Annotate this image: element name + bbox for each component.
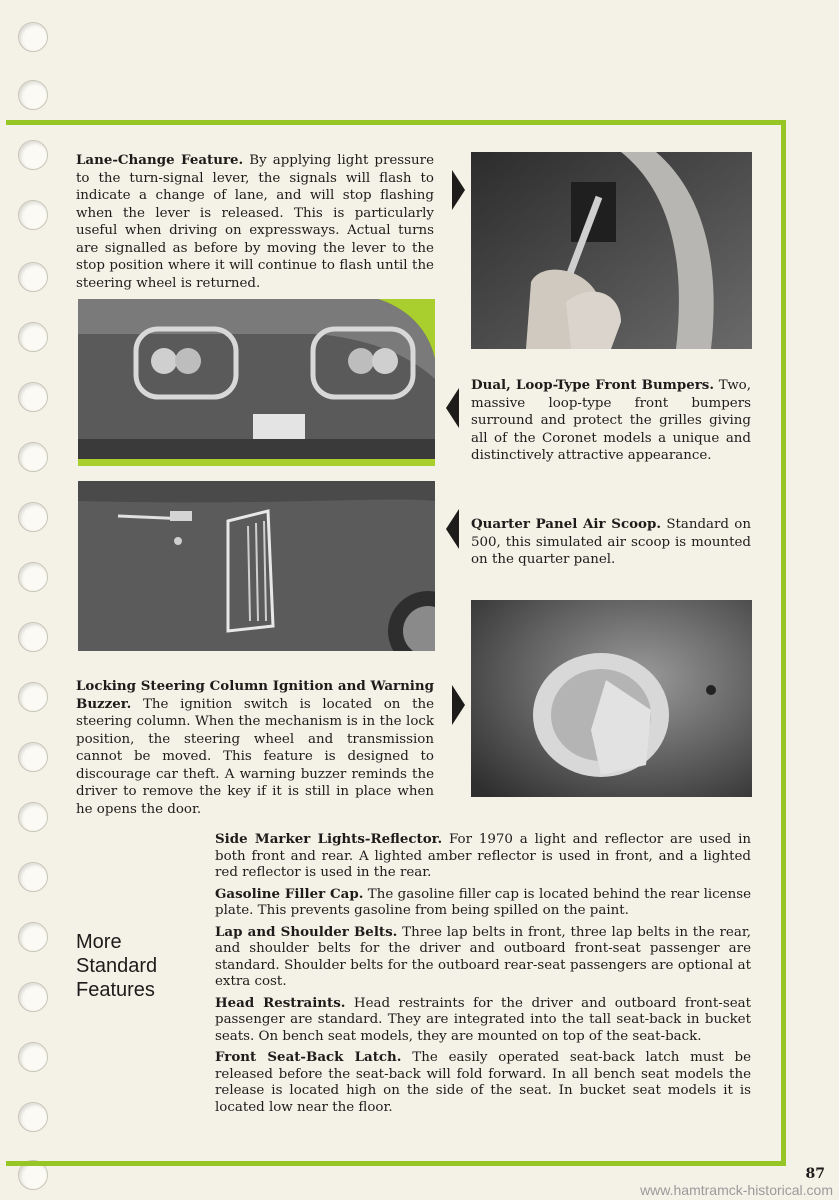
feature-item [215, 924, 751, 991]
ignition-illustration [471, 600, 752, 797]
page-number: 87 [805, 1166, 825, 1182]
pointer-arrow [446, 388, 459, 428]
watermark: www.hamtramck-historical.com [640, 1182, 833, 1198]
feature-title: Lap and Shoulder Belts. [215, 923, 398, 940]
feature-title: Head Restraints. [215, 994, 346, 1011]
feature-body: Three lap belts in front, three lap belts in the rear, and shoulder belts for the driver and outboard front-seat passenger are standard. Shoulder belts for the outboard rear-seat passengers are optional at extra cost. [215, 924, 752, 989]
lane-change-title: Lane-Change Feature. [76, 152, 244, 168]
feature-body: The gasoline filler cap is located behind the rear license plate. This prevents gasoline from being spilled on the paint. [215, 886, 751, 918]
feature-item [215, 886, 751, 920]
pointer-arrow [452, 685, 465, 725]
steering-lock-title: Locking Steering Column Ignition and Warning Buzzer. [76, 678, 434, 712]
feature-title: Side Marker Lights-Reflector. [215, 831, 443, 847]
heading-line: Features [76, 979, 155, 1001]
more-standard-features-heading [76, 930, 157, 1002]
binder-hole [18, 80, 48, 110]
front-bumpers-title: Dual, Loop-Type Front Bumpers. [471, 377, 714, 393]
pointer-arrow [452, 170, 465, 210]
lane-change-body: By applying light pressure to the turn-signal lever, the signals will flash to indicate a change of lane, and will stop flashing when the lever is released. This is particularly useful when driving on expressways. Actual turns are signalled as before by moving the lever to the stop position where it will continue to flash until the steering wheel is returned. [76, 153, 434, 291]
heading-line: Standard [76, 955, 158, 977]
turn-signal-lever-photo [471, 152, 752, 349]
feature-item [215, 831, 751, 882]
feature-title: Gasoline Filler Cap. [215, 885, 364, 902]
air-scoop-paragraph [471, 516, 751, 569]
front-bumpers-body: Two, massive loop-type front bumpers surround and protect the grilles giving all of the Coronet models a unique and distinctively attractive appearance. [471, 378, 751, 463]
feature-body: For 1970 a light and reflector are used in both front and rear. A lighted amber reflector is used in front, and a lighted red reflector is used in the rear. [215, 832, 751, 880]
front-bumper-illustration [78, 299, 435, 459]
steering-lock-body: The ignition switch is located on the steering column. When the mechanism is in the lock position, the steering wheel and transmission cannot be moved. This feature is designed to discourage car theft. A warning buzzer reminds the driver to remove the key if it is still in place when he opens the door. [76, 696, 434, 817]
feature-item [215, 1049, 751, 1116]
turn-signal-illustration [471, 152, 752, 349]
feature-item [215, 995, 751, 1046]
air-scoop-illustration [78, 481, 435, 651]
lane-change-paragraph [76, 152, 434, 292]
feature-body: Head restraints for the driver and outboard front-seat passenger are standard. They are integrated into the tall seat-back in bucket seats. On bench seat models, they are mounted on top of the seat-back. [215, 995, 751, 1044]
ignition-switch-photo [471, 600, 752, 797]
steering-lock-paragraph [76, 678, 434, 818]
quarter-panel-photo [78, 481, 435, 651]
feature-title: Front Seat-Back Latch. [215, 1049, 402, 1065]
heading-line: More [76, 931, 122, 953]
front-bumper-photo [78, 299, 435, 459]
standard-features-list [215, 831, 751, 1120]
pointer-arrow [446, 509, 459, 549]
feature-body: The easily operated seat-back latch must be released before the seat-back will fold forward. In all bench seat models the release is located high on the side of the seat. In bucket seat models it is located low near the floor. [215, 1050, 751, 1115]
air-scoop-body: Standard on 500, this simulated air scoop is mounted on the quarter panel. [471, 517, 751, 567]
air-scoop-title: Quarter Panel Air Scoop. [471, 516, 661, 532]
front-bumpers-paragraph [471, 377, 751, 465]
binder-hole [18, 22, 48, 52]
